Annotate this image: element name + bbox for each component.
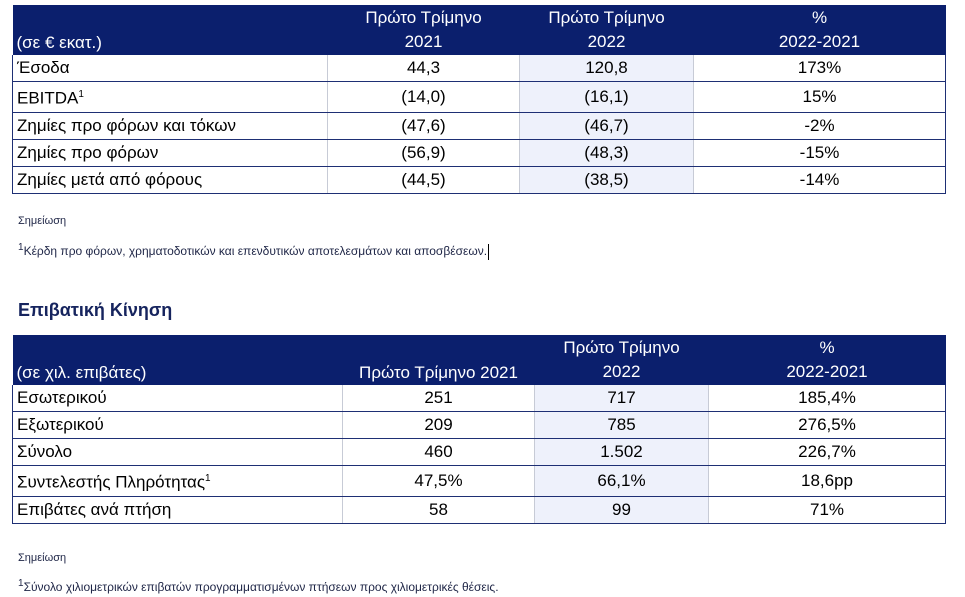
row-label-text: Ζημίες προ φόρων (17, 142, 159, 162)
header-units-label: (σε € εκατ.) (16, 33, 102, 52)
footnote (18, 578, 499, 594)
cell-pct: -2% (694, 112, 946, 139)
row-label (13, 385, 343, 412)
header-pct-change (694, 5, 946, 55)
header-line2: 2021 (404, 32, 443, 51)
note-title: Σημείωση (18, 552, 67, 564)
footnote (18, 242, 489, 260)
cell-2021: 209 (343, 412, 535, 439)
cell-2022: 1.502 (535, 439, 709, 466)
section-title: Επιβατική Κίνηση (18, 300, 173, 320)
table-row (13, 439, 946, 466)
row-label-text: Συντελεστής Πληρότητας (17, 472, 206, 492)
header-line1: Πρώτο Τρίμηνο (365, 8, 482, 27)
footnote-marker: 1 (78, 89, 84, 100)
table-header-row (13, 335, 946, 385)
cell-2022: 66,1% (535, 466, 709, 497)
cell-2021: 47,5% (343, 466, 535, 497)
footnote-marker: 1 (18, 578, 24, 589)
cell-2021: 58 (343, 496, 535, 523)
header-line1: Πρώτο Τρίμηνο (548, 8, 665, 27)
header-units (13, 335, 343, 385)
row-label (13, 412, 343, 439)
table-row (13, 139, 946, 166)
cell-2021: (56,9) (328, 139, 520, 166)
header-line1: % (819, 338, 835, 357)
row-label (13, 82, 328, 113)
row-label-text: EBITDA (17, 88, 79, 108)
table-header-row (13, 5, 946, 55)
cell-pct: 276,5% (709, 412, 946, 439)
row-label-text: Εσωτερικού (17, 388, 107, 407)
table-row (13, 466, 946, 497)
header-q1-2022 (535, 335, 709, 385)
row-label (13, 139, 328, 166)
cell-pct: 173% (694, 55, 946, 82)
cell-pct: 71% (709, 496, 946, 523)
cell-2022: 120,8 (520, 55, 694, 82)
row-label-text: Έσοδα (17, 58, 70, 77)
cell-2021: (44,5) (328, 166, 520, 193)
cell-2021: (14,0) (328, 82, 520, 113)
header-q1-2021 (343, 335, 535, 385)
cell-2022: (16,1) (520, 82, 694, 113)
header-line2: 2022 (602, 362, 641, 381)
table-row (13, 82, 946, 113)
table-row (13, 385, 946, 412)
cell-pct: 15% (694, 82, 946, 113)
row-label-text: Επιβάτες ανά πτήση (17, 499, 172, 519)
table-row (13, 496, 946, 523)
row-label (13, 466, 343, 497)
cell-pct: -15% (694, 139, 946, 166)
table-row (13, 55, 946, 82)
header-q1-2021 (328, 5, 520, 55)
financial-results-table (12, 5, 946, 194)
row-label (13, 55, 328, 82)
footnote-text: Σύνολο χιλιομετρικών επιβατών προγραμματισμένων πτήσεων προς χιλιομετρικές θέσεις. (23, 580, 499, 594)
header-q1-2022 (520, 5, 694, 55)
cell-2021: 44,3 (328, 55, 520, 82)
footnote-text: Κέρδη προ φόρων, χρηματοδοτικών και επενδυτικών αποτελεσμάτων και αποσβέσεων. (23, 244, 488, 258)
cell-2021: 460 (343, 439, 535, 466)
row-label-text: Σύνολο (17, 442, 73, 461)
row-label (13, 112, 328, 139)
cell-2021: 251 (343, 385, 535, 412)
table-row (13, 166, 946, 193)
header-line2: 2022-2021 (778, 32, 861, 51)
cell-2022: 785 (535, 412, 709, 439)
cell-2022: (48,3) (520, 139, 694, 166)
row-label (13, 166, 328, 193)
header-units (13, 5, 328, 55)
cell-2022: (38,5) (520, 166, 694, 193)
cell-pct: -14% (694, 166, 946, 193)
header-line2: 2022 (587, 32, 626, 51)
header-pct-change (709, 335, 946, 385)
header-line1: % (811, 8, 828, 27)
note-title: Σημείωση (18, 215, 67, 227)
cell-pct: 226,7% (709, 439, 946, 466)
passenger-traffic-table (12, 335, 946, 524)
row-label-text: Ζημίες προ φόρων και τόκων (17, 115, 236, 135)
cell-2022: 717 (535, 385, 709, 412)
cell-pct: 18,6pp (709, 466, 946, 497)
header-line1: Πρώτο Τρίμηνο (563, 338, 680, 357)
cell-pct: 185,4% (709, 385, 946, 412)
row-label-text: Ζημίες μετά από φόρους (17, 169, 203, 189)
footnote-marker: 1 (18, 242, 24, 253)
row-label (13, 496, 343, 523)
cell-2021: (47,6) (328, 112, 520, 139)
cell-2022: (46,7) (520, 112, 694, 139)
row-label-text: Εξωτερικού (17, 415, 104, 434)
row-label (13, 439, 343, 466)
header-line2: Πρώτο Τρίμηνο 2021 (359, 363, 518, 382)
table-row (13, 412, 946, 439)
footnote-marker: 1 (205, 473, 211, 484)
text-cursor (488, 244, 489, 260)
cell-2022: 99 (535, 496, 709, 523)
table-row (13, 112, 946, 139)
header-units-label: (σε χιλ. επιβάτες) (16, 363, 147, 382)
header-line2: 2022-2021 (786, 362, 868, 381)
